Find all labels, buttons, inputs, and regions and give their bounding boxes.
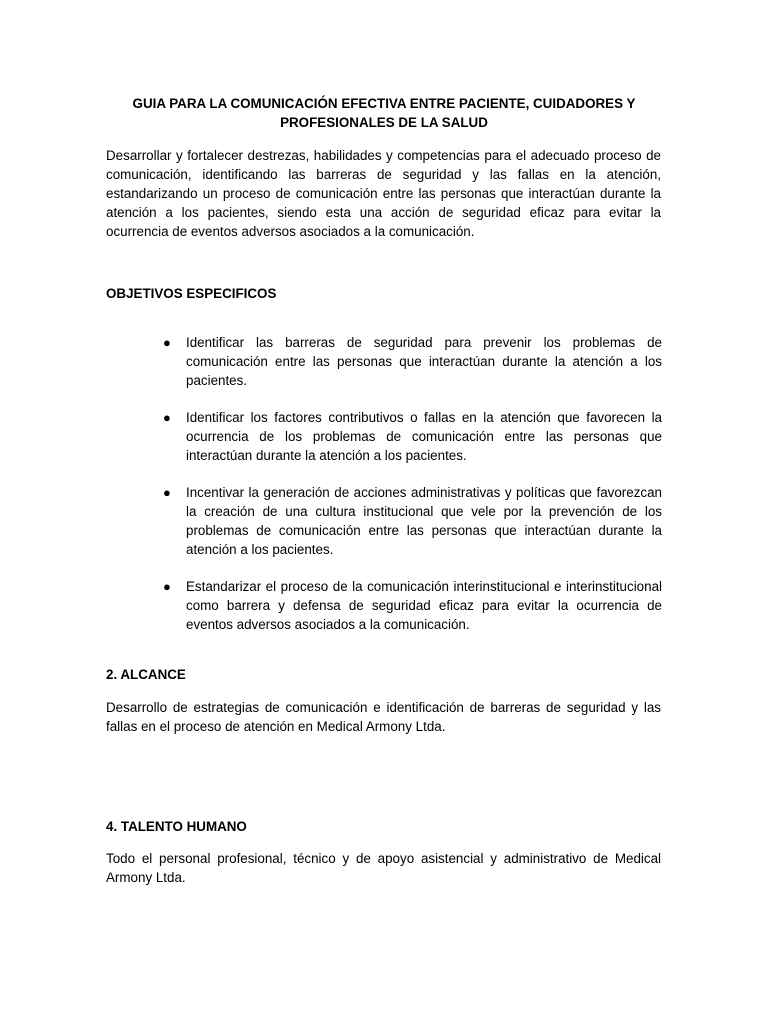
- list-item: [106, 483, 662, 559]
- alcance-heading: 2. ALCANCE: [106, 667, 186, 682]
- bullet-icon: ●: [163, 335, 171, 350]
- talento-paragraph: Todo el personal profesional, técnico y de apoyo asistencial y administrativo de Medical Armony Ltda.: [106, 851, 661, 885]
- bullet-icon: ●: [163, 410, 171, 425]
- list-item-text: Incentivar la generación de acciones administrativas y políticas que favorezcan la creación de una cultura institucional que vele por la prevención de los problemas de comunicación entre las personas que interactúan durante la atención a los pacientes.: [186, 485, 662, 557]
- bullet-icon: ●: [163, 579, 171, 594]
- document-title: GUIA PARA LA COMUNICACIÓN EFECTIVA ENTRE PACIENTE, CUIDADORES Y PROFESIONALES DE LA SALUD: [132, 96, 636, 130]
- bullet-icon: ●: [163, 485, 171, 500]
- list-item: [106, 577, 662, 634]
- objectives-list: [106, 333, 662, 652]
- list-item-text: Identificar las barreras de seguridad para prevenir los problemas de comunicación entre las personas que interactúan durante la atención a los pacientes.: [186, 335, 662, 388]
- list-item: [106, 408, 662, 465]
- intro-paragraph: Desarrollar y fortalecer destrezas, habilidades y competencias para el adecuado proceso de comunicación, identificando las barreras de seguridad y las fallas en la atención, estandarizando un proceso de comunicación entre las personas que interactúan durante la atención a los pacientes, siendo esta una acción de seguridad eficaz para evitar la ocurrencia de eventos adversos asociados a la comunicación.: [106, 148, 661, 239]
- objectives-heading: OBJETIVOS ESPECIFICOS: [106, 286, 277, 301]
- list-item-text: Identificar los factores contributivos o fallas en la atención que favorecen la ocurrencia de los problemas de comunicación entre las personas que interactúan durante la atención a los pacientes.: [186, 410, 662, 463]
- list-item-text: Estandarizar el proceso de la comunicación interinstitucional e interinstitucional como barrera y defensa de seguridad eficaz para evitar la ocurrencia de eventos adversos asociados a la comunicación.: [186, 579, 662, 632]
- list-item: [106, 333, 662, 390]
- alcance-paragraph: Desarrollo de estrategias de comunicación e identificación de barreras de seguridad y las fallas en el proceso de atención en Medical Armony Ltda.: [106, 700, 661, 734]
- talento-heading: 4. TALENTO HUMANO: [106, 819, 247, 834]
